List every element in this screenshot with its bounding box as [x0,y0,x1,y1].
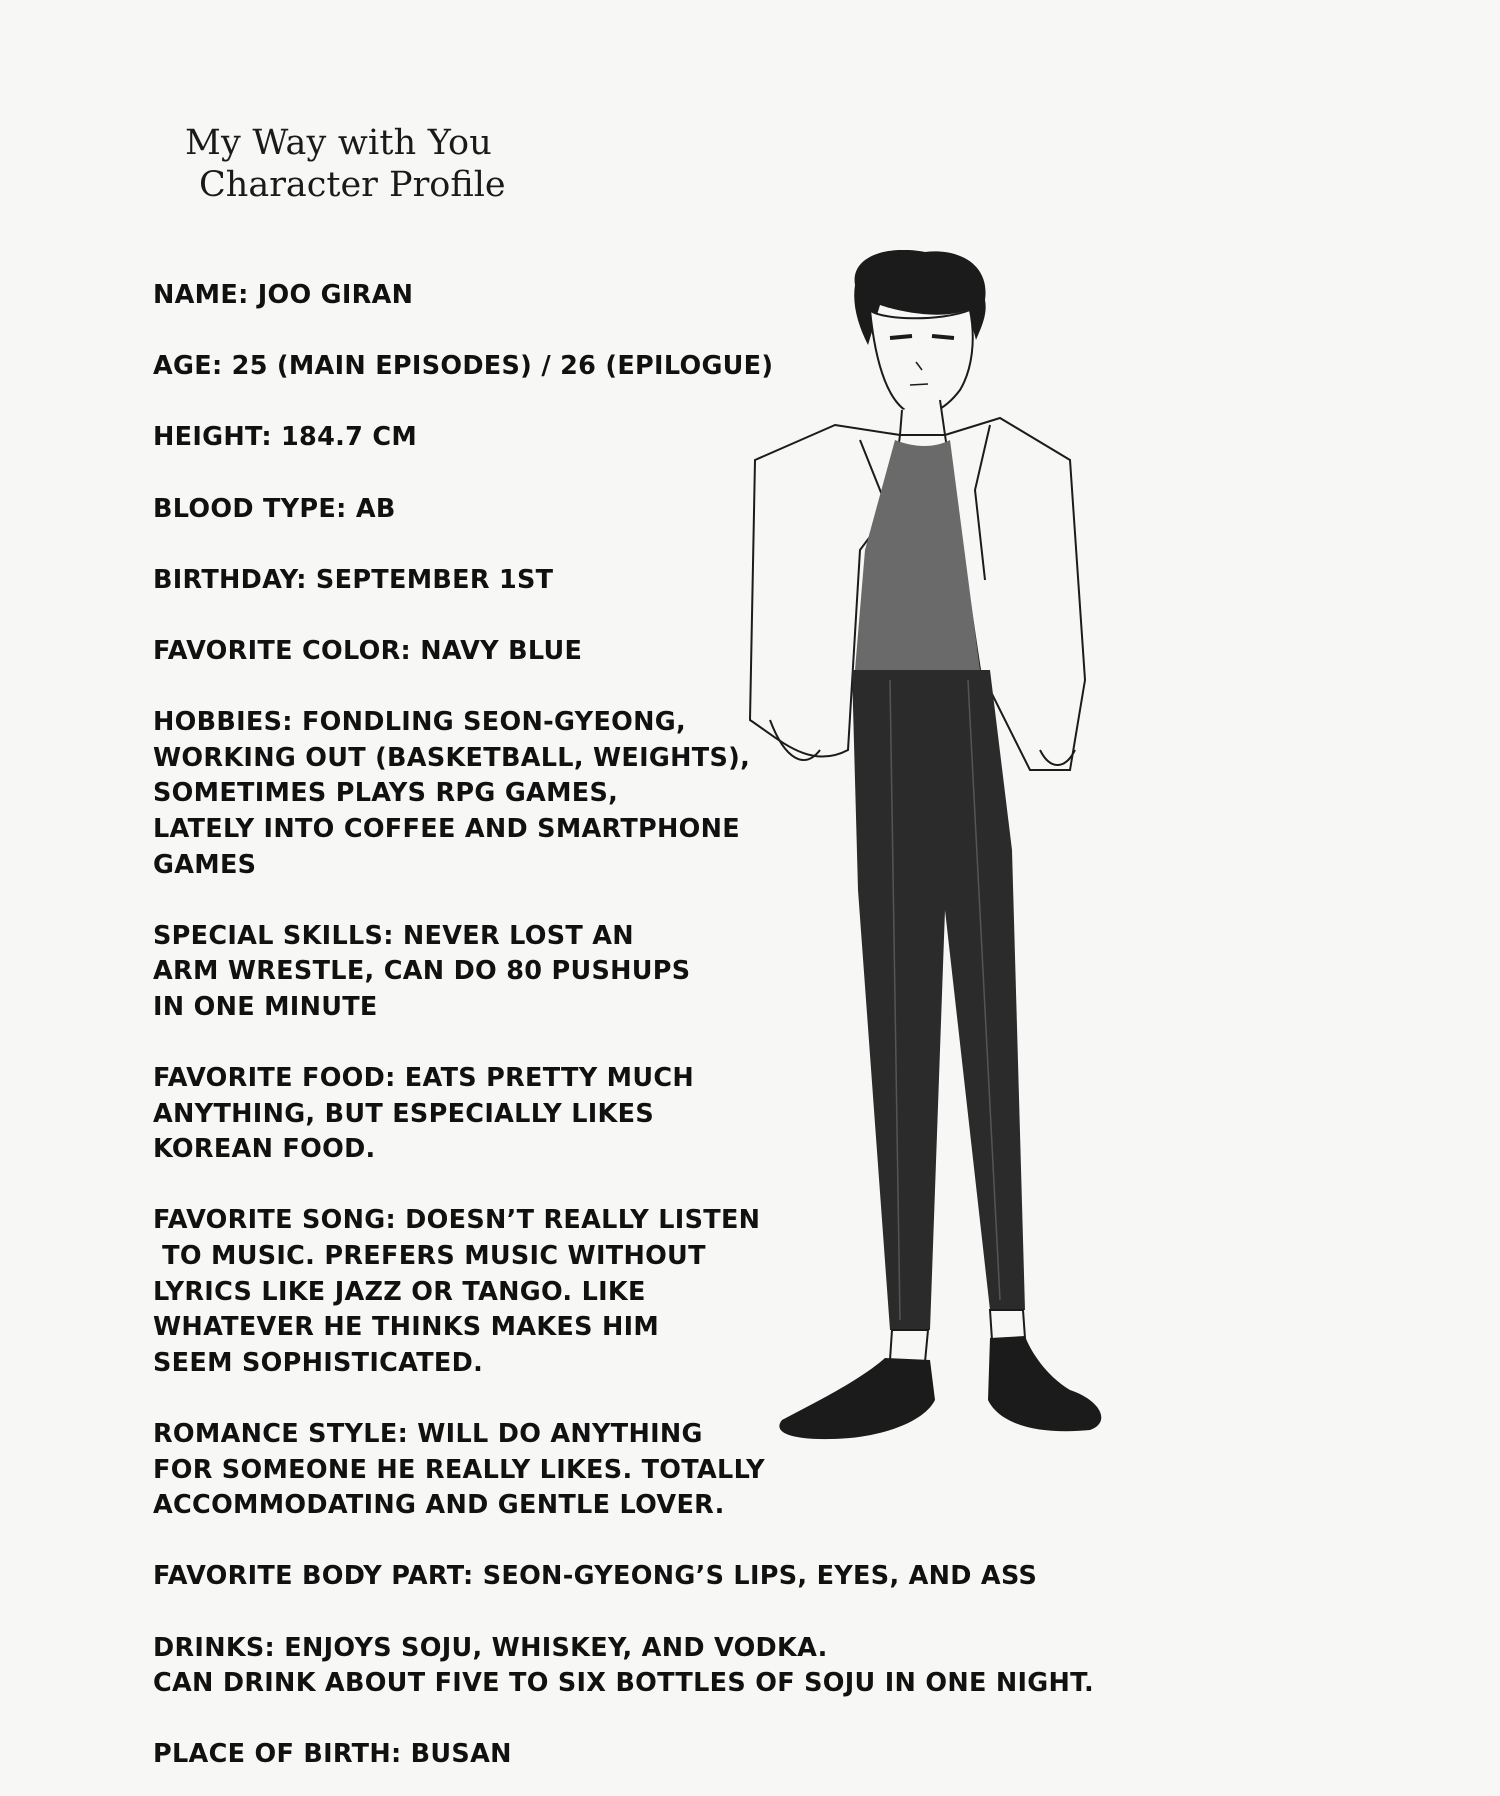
profile-line: ACCOMMODATING AND GENTLE LOVER. [153,1490,725,1521]
character-illustration-icon [740,250,1120,1560]
profile-line: FOR SOMEONE HE REALLY LIKES. TOTALLY [153,1454,765,1485]
entry-gap [153,1702,1403,1738]
profile-entry [153,1737,1403,1773]
profile-line: ROMANCE STYLE: WILL DO ANYTHING [153,1419,703,1449]
profile-line: LYRICS LIKE JAZZ OR TANGO. LIKE [153,1276,646,1307]
profile-line: KOREAN FOOD. [153,1134,376,1165]
profile-line: FAVORITE COLOR: NAVY BLUE [153,635,583,666]
profile-line: FAVORITE SONG: DOESN’T REALLY LISTEN [153,1205,761,1236]
profile-line: DRINKS: ENJOYS SOJU, WHISKEY, AND VODKA. [153,1632,828,1663]
profile-line: FAVORITE BODY PART: SEON-GYEONG’S LIPS, EYES, AND ASS [153,1561,1038,1592]
entry-gap [153,1595,1403,1631]
profile-line: FAVORITE FOOD: EATS PRETTY MUCH [153,1063,695,1094]
profile-line: CAN DRINK ABOUT FIVE TO SIX BOTTLES OF SOJU IN ONE NIGHT. [153,1668,1094,1699]
profile-line: ANYTHING, BUT ESPECIALLY LIKES [153,1098,654,1129]
page-subtitle: Character Profile [199,165,506,205]
profile-line: PLACE OF BIRTH: BUSAN [153,1739,512,1770]
profile-line: HEIGHT: 184.7 CM [153,422,418,453]
profile-line: NAME: JOO GIRAN [153,280,414,310]
profile-entry [153,1559,1403,1595]
profile-line: ARM WRESTLE, CAN DO 80 PUSHUPS [153,956,691,987]
profile-entry [153,1631,1403,1702]
page-title: My Way with You [185,123,492,163]
profile-line: GAMES [153,849,257,880]
profile-line: BIRTHDAY: SEPTEMBER 1ST [153,564,554,595]
profile-line: SOMETIMES PLAYS RPG GAMES, [153,778,619,809]
profile-line: IN ONE MINUTE [153,991,378,1022]
profile-line: WHATEVER HE THINKS MAKES HIM [153,1312,660,1343]
profile-line: AGE: 25 (MAIN EPISODES) / 26 (EPILOGUE) [153,351,774,382]
profile-line: LATELY INTO COFFEE AND SMARTPHONE [153,813,741,844]
profile-line: WORKING OUT (BASKETBALL, WEIGHTS), [153,742,751,773]
title-block [185,122,506,206]
profile-line: SPECIAL SKILLS: NEVER LOST AN [153,920,634,951]
profile-line: TO MUSIC. PREFERS MUSIC WITHOUT [153,1241,706,1272]
profile-line: HOBBIES: FONDLING SEON-GYEONG, [153,707,687,738]
profile-line: SEEM SOPHISTICATED. [153,1347,484,1378]
profile-line: BLOOD TYPE: AB [153,493,396,524]
